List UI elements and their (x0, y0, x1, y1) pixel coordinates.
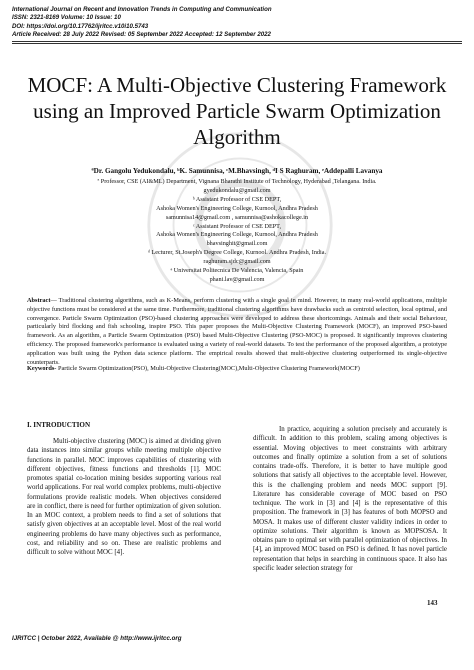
page-number: 143 (427, 599, 438, 607)
affiliation-c-institution: Ashoka Women's Engineering College, Kurnool, Andhra Pradesh (156, 231, 318, 239)
author-list: ªDr. Gangolu Yedukondalu, ᵇK. Samunnisa, ᶜM.Bhavsingh, ᵈI S Raghuram, ᵉAddepalli Lavanya (91, 167, 383, 175)
email-d[interactable]: raghuram.sjdc@gmail.com (203, 258, 271, 266)
header-rule-bottom (12, 43, 462, 44)
keywords-text: Particle Swarm Optimization(PSO), Multi-Objective Clustering(MOC),Multi-Objective Clustering Framework(MOCF) (56, 365, 360, 372)
abstract-text: — Traditional clustering algorithms, such as K-Means, perform clustering with a single goal in mind. However, in many real-world applications, multiple objective functions must be considered at the same time. Furthermore, traditional clustering algorithms have drawbacks such as centroid selection, local optimal, and convergence. Particle Swarm Optimization (PSO)-based clustering approaches were developed to address these shortcomings. Animals and their social Behaviour, particularly bird flocking and fish schooling, inspire PSO. This paper proposes the Multi-Objective Clustering Framework (MOCF), an improved PSO-based framework. As an algorithm, a Particle Swarm Optimization (PSO) based Multi-Objective Clustering (PSO-MOC) is proposed. It significantly improves clustering efficiency. The proposed framework's performance is evaluated using a variety of real-world datasets. To test the performance of the proposed algorithm, a prototype application was built using the Python data science platform. The empirical results showed that multi-objective clustering outperformed its single-objective counterparts. (27, 297, 447, 366)
email-b[interactable]: samunnisa14@gmail.com , samunnisa@ashokacollege.in (165, 213, 309, 221)
abstract (27, 297, 447, 367)
doi-link[interactable]: DOI: https://doi.org/10.17762/ijritcc.v10i10.5743 (12, 22, 149, 30)
abstract-label: Abstract (27, 297, 51, 304)
header-rule-top (12, 41, 462, 42)
affiliation-c-title: ᶜ Assistant Professor of CSE DEPT, (192, 222, 282, 230)
article-dates: Article Received: 28 July 2022 Revised: 05 September 2022 Accepted: 12 September 2022 (12, 31, 271, 39)
affiliation-e: ᵉ Universitat Politecnica De Valencia, Valencia, Spain (170, 267, 304, 275)
paper-title: MOCF: A Multi-Objective Clustering Framework using an Improved Particle Swarm Optimization Algorithm (27, 73, 447, 149)
journal-header (12, 6, 462, 40)
section-heading-introduction: I. INTRODUCTION (27, 421, 91, 429)
keywords (27, 365, 447, 374)
email-c[interactable]: bhavsinghit@gmail.com (206, 240, 268, 248)
body-column-right: In practice, acquiring a solution precisely and accurately is difficult. In addition to this problem, scaling among objectives is essential. Moving objectives to meet constraints with arbitrary outcomes and finally optimize a solution from a set of solutions contains trade-offs. Therefore, it is better to have multiple good solutions that satisfy all objectives to the acceptable level. However, this is the challenging problem and needs MOC support [9]. Literature has considerable coverage of MOC based on PSO technique. The work in [3] and [4] is the representative of this proposition. The framework in [3] has features of both MOPSO and MOSA. It makes use of different cluster validity indices in order to optimize solutions. Their algorithm is known as MOPSOSA. It obtains pare to optimal set with parallel optimization of objectives. In [4], an improved MOC based on PSO is defined. It has novel particle representation that helps in searching in continuous space. It also has specific leader selection strategy for (253, 426, 447, 572)
affiliations (95, 178, 379, 285)
affiliation-b-title: ᵇ Assistant Professor of CSE DEPT, (192, 195, 282, 203)
affiliation-b-institution: Ashoka Women's Engineering College, Kurnool, Andhra Pradesh (156, 204, 318, 212)
email-a[interactable]: gyedukondalu@gmail.com (203, 186, 271, 194)
affiliation-a: ª Professor, CSE (AI&ML) Department, Vignana Bharathi Institute of Technology, Hyderabad ,Telangana. India. (97, 178, 377, 185)
journal-name: International Journal on Recent and Innovation Trends in Computing and Communication (12, 6, 272, 13)
issn-volume: ISSN: 2321-8169 Volume: 10 Issue: 10 (12, 14, 121, 22)
email-e[interactable]: phani.lav@gmail.com (209, 275, 265, 283)
keywords-label: Keywords- (27, 365, 57, 372)
affiliation-d: ᵈ Lecturer, St.Joseph's Degree College, Kurnool. Andhra Pradesh, India. (147, 249, 327, 257)
body-column-left: Multi-objective clustering (MOC) is aimed at dividing given data instances into similar groups while meeting multiple objective functions in parallel. MOC improves capabilities of clustering with different objectives, fitness functions and thresholds [1]. MOC promotes spatial co-location mining besides supporting various real world applications. For real world complex problems, multi-objective formulations provide realistic models. When objectives considered are in conflict, there is need for further optimization of given solution. In an MOC context, a problem needs to find a set of solutions that satisfy given objectives at an acceptable level. Most of the real world engineering problems do have many objectives such as performance, cost, and reliability and so on. These are realistic problems and difficult to solve without MOC [4]. (27, 438, 221, 556)
page-footer: IJRITCC | October 2022, Available @ http://www.ijritcc.org (12, 635, 182, 642)
